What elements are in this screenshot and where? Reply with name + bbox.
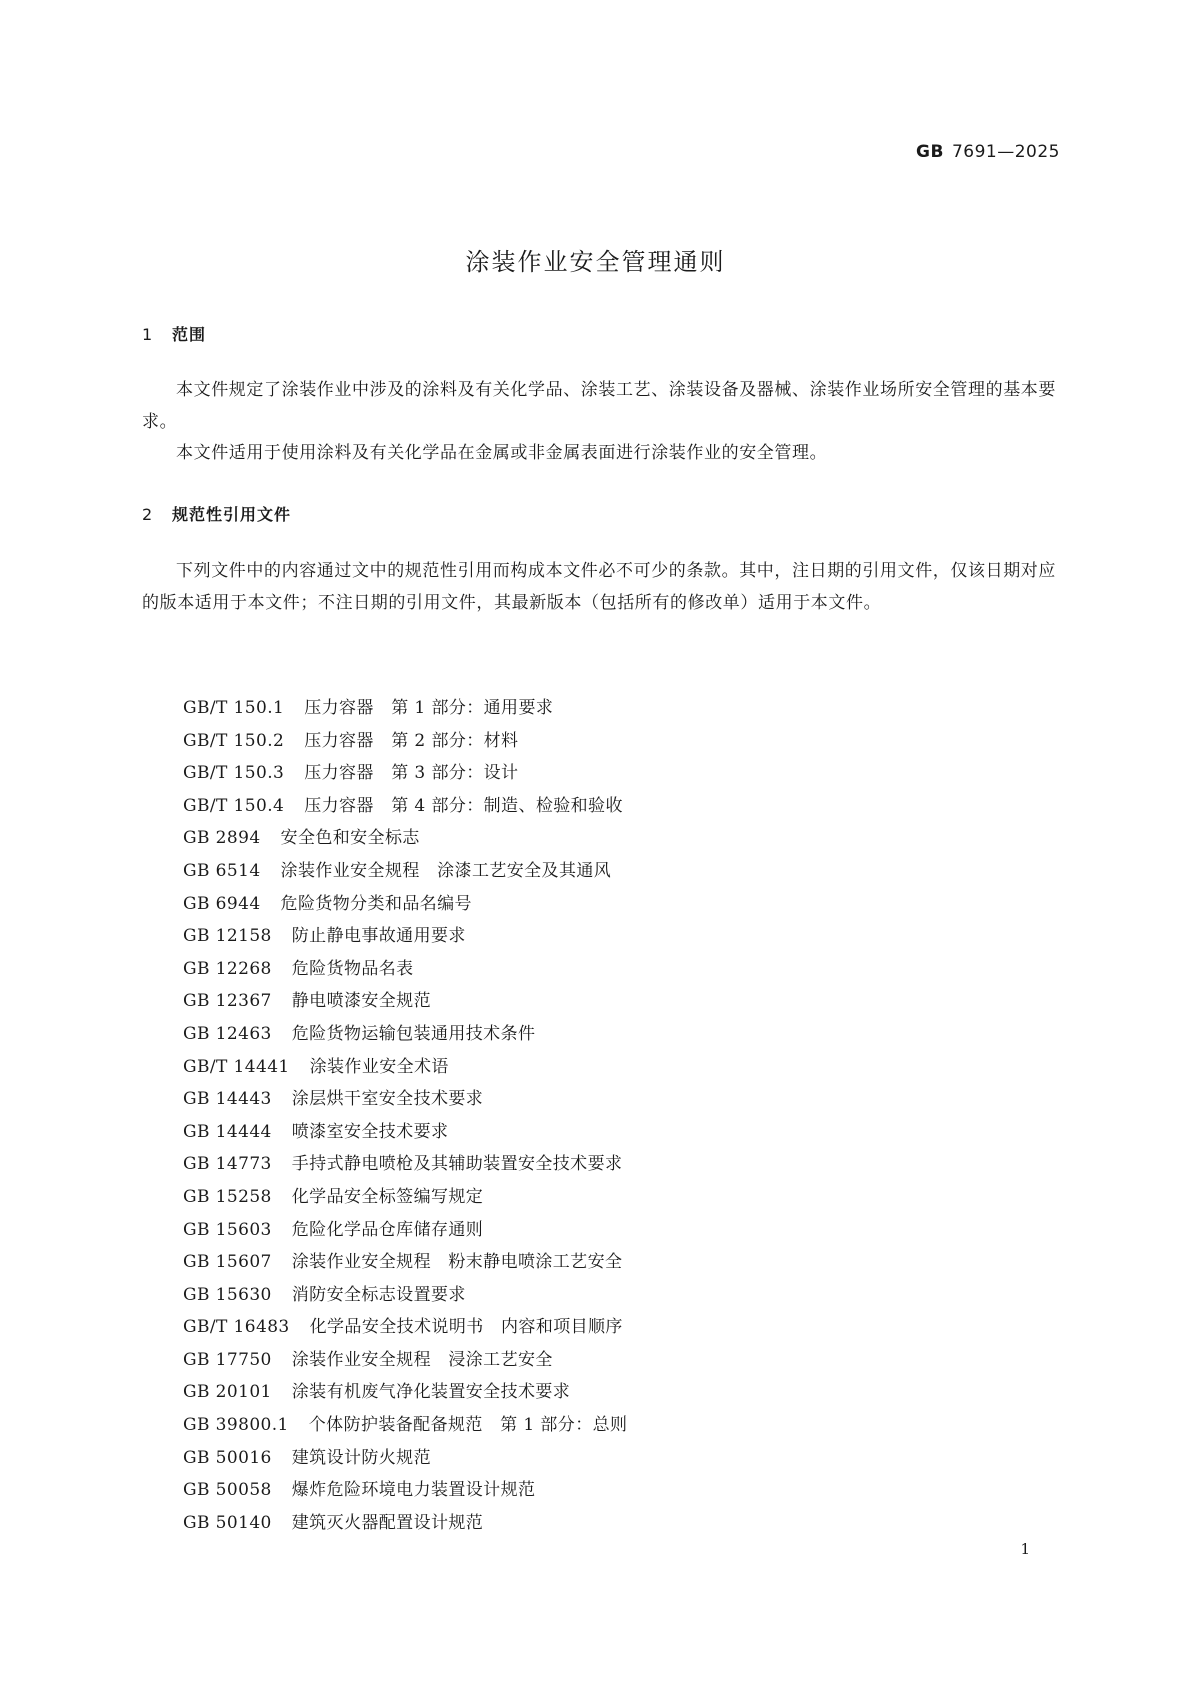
reference-item — [183, 1083, 627, 1116]
normative-references-list — [183, 692, 627, 1539]
section-2-heading — [142, 502, 291, 525]
reference-title: 化学品安全标签编写规定 — [291, 1186, 484, 1207]
reference-title: 危险货物分类和品名编号 — [280, 893, 472, 914]
reference-title: 涂装作业安全规程 浸涂工艺安全 — [291, 1349, 553, 1370]
reference-item — [183, 953, 627, 986]
reference-title: 涂装作业安全规程 涂漆工艺安全及其通风 — [280, 860, 612, 881]
reference-code: GB 12268 — [183, 958, 272, 979]
reference-item — [183, 1279, 627, 1312]
reference-item — [183, 1311, 627, 1344]
standard-code-number: 7691—2025 — [951, 142, 1060, 162]
reference-code: GB 17750 — [183, 1349, 272, 1370]
reference-code: GB/T 150.4 — [183, 795, 285, 816]
reference-code: GB 15607 — [183, 1252, 272, 1273]
reference-code: GB 14773 — [183, 1154, 272, 1175]
reference-code: GB 15603 — [183, 1219, 272, 1240]
reference-code: GB 20101 — [183, 1382, 272, 1403]
section-1-number: 1 — [142, 325, 154, 344]
section-1-heading — [142, 322, 206, 345]
reference-code: GB 50016 — [183, 1447, 272, 1468]
reference-title: 建筑设计防火规范 — [291, 1447, 431, 1468]
reference-item — [183, 1148, 627, 1181]
reference-code: GB/T 14441 — [183, 1056, 290, 1077]
reference-item — [183, 1246, 627, 1279]
reference-title: 压力容器 第 2 部分：材料 — [304, 730, 519, 751]
reference-title: 压力容器 第 3 部分：设计 — [304, 763, 519, 784]
reference-code: GB 12158 — [183, 926, 272, 947]
section-1-paragraph-2: 本文件适用于使用涂料及有关化学品在金属或非金属表面进行涂装作业的安全管理。 — [176, 443, 828, 463]
reference-title: 涂装作业安全术语 — [309, 1056, 449, 1077]
reference-item — [183, 920, 627, 953]
reference-title: 防止静电事故通用要求 — [291, 926, 466, 947]
reference-item — [183, 1507, 627, 1540]
reference-code: GB/T 150.2 — [183, 730, 285, 751]
reference-code: GB/T 150.1 — [183, 698, 285, 718]
reference-code: GB 12367 — [183, 991, 272, 1012]
reference-code: GB 6944 — [183, 893, 261, 914]
reference-title: 建筑灭火器配置设计规范 — [291, 1512, 484, 1533]
reference-code: GB 2894 — [183, 828, 261, 849]
reference-item — [183, 692, 627, 725]
reference-title: 危险货物品名表 — [291, 958, 414, 979]
reference-item — [183, 1474, 627, 1507]
reference-title: 喷漆室安全技术要求 — [291, 1121, 449, 1142]
standard-code — [916, 142, 1060, 162]
reference-item — [183, 822, 627, 855]
reference-code: GB 12463 — [183, 1023, 272, 1044]
reference-item — [183, 1116, 627, 1149]
section-2-title: 规范性引用文件 — [172, 505, 292, 524]
reference-title: 涂装有机废气净化装置安全技术要求 — [291, 1382, 571, 1403]
reference-item — [183, 1409, 627, 1442]
standard-code-prefix: GB — [916, 142, 944, 162]
reference-code: GB/T 150.3 — [183, 763, 285, 784]
reference-code: GB 15258 — [183, 1186, 272, 1207]
reference-code: GB 14443 — [183, 1089, 272, 1110]
reference-title: 涂装作业安全规程 粉末静电喷涂工艺安全 — [291, 1252, 623, 1273]
reference-item — [183, 1051, 627, 1084]
reference-item — [183, 1376, 627, 1409]
reference-item — [183, 790, 627, 823]
reference-item — [183, 888, 627, 921]
reference-item — [183, 985, 627, 1018]
reference-title: 爆炸危险环境电力装置设计规范 — [291, 1480, 536, 1501]
reference-code: GB 50140 — [183, 1512, 272, 1533]
reference-item — [183, 1018, 627, 1051]
reference-title: 消防安全标志设置要求 — [291, 1284, 466, 1305]
document-title: 涂装作业安全管理通则 — [465, 248, 726, 276]
reference-item — [183, 757, 627, 790]
reference-item — [183, 855, 627, 888]
reference-item — [183, 1344, 627, 1377]
reference-title: 静电喷漆安全规范 — [291, 991, 431, 1012]
section-1-paragraph-1: 本文件规定了涂装作业中涉及的涂料及有关化学品、涂装工艺、涂装设备及器械、涂装作业场所安全管理的基本要求。 — [142, 380, 1056, 432]
reference-item — [183, 1214, 627, 1247]
reference-code: GB 15630 — [183, 1284, 272, 1305]
reference-code: GB 39800.1 — [183, 1415, 289, 1436]
reference-title: 个体防护装备配备规范 第 1 部分：总则 — [308, 1415, 628, 1436]
reference-title: 手持式静电喷枪及其辅助装置安全技术要求 — [291, 1154, 623, 1175]
reference-title: 压力容器 第 1 部分：通用要求 — [304, 698, 554, 718]
section-1-title: 范围 — [172, 325, 207, 344]
reference-title: 危险化学品仓库储存通则 — [291, 1219, 484, 1240]
reference-title: 涂层烘干室安全技术要求 — [291, 1089, 484, 1110]
section-2-number: 2 — [142, 505, 154, 524]
reference-code: GB 50058 — [183, 1480, 272, 1501]
reference-item — [183, 1442, 627, 1475]
section-2-paragraph-1: 下列文件中的内容通过文中的规范性引用而构成本文件必不可少的条款。其中，注日期的引用文件，仅该日期对应的版本适用于本文件；不注日期的引用文件，其最新版本（包括所有的修改单）适用于本文件。 — [142, 561, 1056, 613]
reference-title: 压力容器 第 4 部分：制造、检验和验收 — [304, 795, 623, 816]
reference-title: 危险货物运输包装通用技术条件 — [291, 1023, 536, 1044]
reference-code: GB 14444 — [183, 1121, 272, 1142]
reference-title: 化学品安全技术说明书 内容和项目顺序 — [309, 1317, 623, 1338]
reference-title: 安全色和安全标志 — [280, 828, 420, 849]
reference-item — [183, 1181, 627, 1214]
reference-item — [183, 725, 627, 758]
reference-code: GB/T 16483 — [183, 1317, 290, 1338]
reference-code: GB 6514 — [183, 860, 261, 881]
page-number: 1 — [1020, 1540, 1030, 1558]
